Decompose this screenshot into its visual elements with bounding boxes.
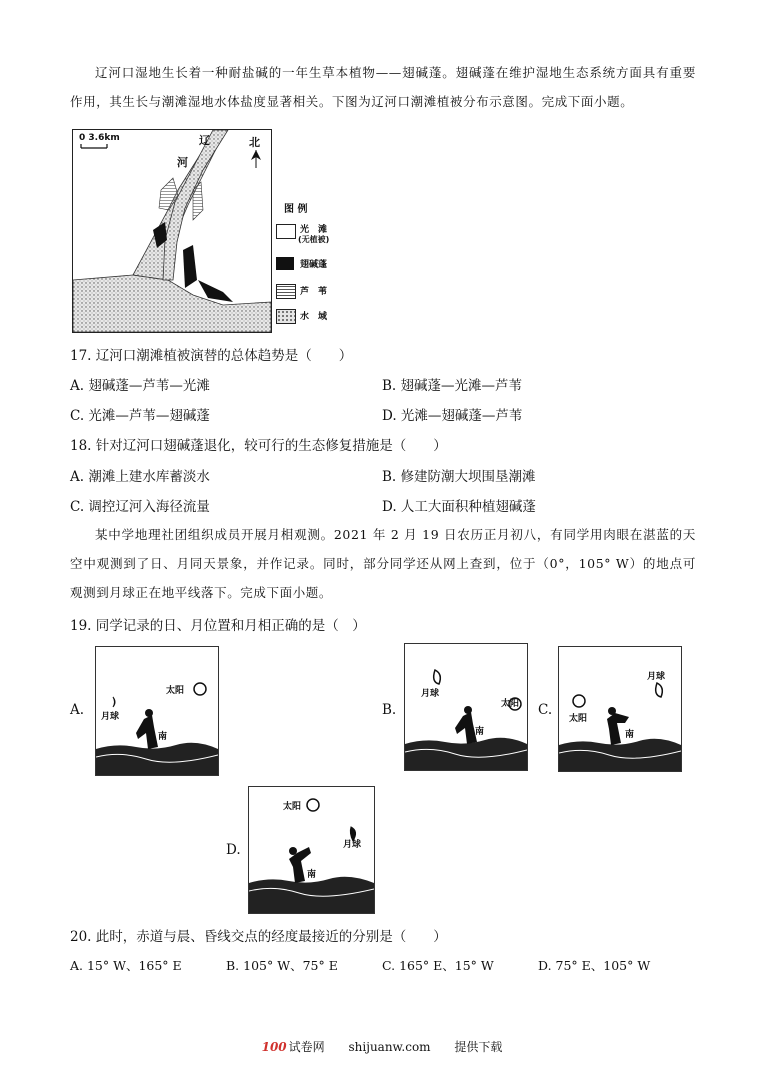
legend-sub-bare: (无植被) [298, 235, 330, 244]
south-label-b: 南 [475, 727, 485, 737]
legend-swatch-water [276, 309, 296, 324]
q18-option-a[interactable]: A. 潮滩上建水库蓄淡水 [70, 469, 210, 485]
q19-option-d-figure[interactable] [248, 786, 375, 914]
q17-option-c[interactable]: C. 光滩—芦苇—翅碱蓬 [70, 408, 210, 424]
page-footer [0, 1038, 764, 1055]
q19-option-a-figure[interactable] [95, 646, 219, 776]
q19-option-c-figure[interactable] [558, 646, 682, 772]
q19-option-a-letter[interactable]: A. [70, 702, 85, 718]
q20-option-b[interactable]: B. 105° W、75° E [226, 958, 338, 973]
q18-option-b[interactable]: B. 修建防潮大坝围垦潮滩 [382, 469, 536, 485]
q20-stem: 20. 此时，赤道与晨、昏线交点的经度最接近的分别是（ ） [70, 929, 447, 945]
footer-logo: 100 [261, 1040, 287, 1054]
river-label-1: 辽 [199, 134, 210, 147]
legend-label-water: 水 域 [300, 312, 328, 322]
legend-label-suaeda: 翅碱蓬 [300, 260, 328, 270]
river-label-2: 河 [177, 156, 188, 169]
map-drawing [73, 130, 271, 332]
liaohe-map [72, 129, 272, 333]
footer-site-name: 试卷网 [288, 1040, 325, 1054]
q19-option-c-letter[interactable]: C. [538, 702, 553, 718]
map-legend [276, 200, 366, 330]
sun-label-d: 太阳 [283, 802, 302, 812]
q20-option-a[interactable]: A. 15° W、165° E [70, 958, 182, 973]
north-label: 北 [249, 136, 260, 149]
legend-label-bare: 光 滩 [300, 225, 328, 235]
moon-label-d: 月球 [343, 840, 362, 850]
q19-option-d-letter[interactable]: D. [226, 842, 241, 858]
q19-stem: 19. 同学记录的日、月位置和月相正确的是（ ） [70, 618, 366, 634]
q18-option-d[interactable]: D. 人工大面积种植翅碱蓬 [382, 499, 536, 515]
legend-swatch-bare [276, 224, 296, 239]
legend-label-reed: 芦 苇 [300, 287, 328, 297]
footer-note: 提供下载 [454, 1040, 503, 1054]
q18-stem: 18. 针对辽河口翅碱蓬退化，较可行的生态修复措施是（ ） [70, 438, 447, 454]
south-label-d: 南 [307, 870, 317, 880]
sun-label-b: 太阳 [501, 699, 520, 709]
legend-title: 图 例 [284, 204, 308, 215]
q20-option-c[interactable]: C. 165° E、15° W [382, 958, 494, 973]
sun-label-a: 太阳 [166, 686, 185, 696]
q19-option-b-figure[interactable] [404, 643, 528, 771]
sun-label-c: 太阳 [569, 714, 588, 724]
q17-option-a[interactable]: A. 翅碱蓬—芦苇—光滩 [70, 378, 210, 394]
q19-option-b-letter[interactable]: B. [382, 702, 397, 718]
q17-stem: 17. 辽河口潮滩植被演替的总体趋势是（ ） [70, 348, 353, 364]
moon-label-c: 月球 [647, 672, 666, 682]
legend-swatch-suaeda [276, 257, 294, 270]
intro-paragraph-1: 辽河口湿地生长着一种耐盐碱的一年生草本植物——翅碱蓬。翅碱蓬在维护湿地生态系统方面具有重要作用，其生长与潮滩湿地水体盐度显著相关。下图为辽河口潮滩植被分布示意图。完成下面小题。 [70, 65, 696, 109]
legend-swatch-reed [276, 284, 296, 299]
q18-option-c[interactable]: C. 调控辽河入海径流量 [70, 499, 210, 515]
scene-d [249, 787, 374, 913]
scene-c [559, 647, 681, 771]
q17-option-d[interactable]: D. 光滩—翅碱蓬—芦苇 [382, 408, 523, 424]
south-label-c: 南 [625, 730, 635, 740]
q20-option-d[interactable]: D. 75° E、105° W [538, 958, 651, 973]
footer-url[interactable]: shijuanw.com [348, 1040, 431, 1054]
moon-label-a: 月球 [101, 712, 120, 722]
intro-paragraph-2: 某中学地理社团组织成员开展月相观测。2021 年 2 月 19 日农历正月初八，有同学用肉眼在湛蓝的天空中观测到了日、月同天景象，并作记录。同时，部分同学还从网上查到，位于（0°，105° W）的地点可观测到月球正在地平线落下。完成下面小题。 [70, 527, 696, 600]
map-scale-label: 0 3.6km [79, 133, 120, 143]
south-label-a: 南 [158, 732, 168, 742]
moon-label-b: 月球 [421, 689, 440, 699]
q17-option-b[interactable]: B. 翅碱蓬—光滩—芦苇 [382, 378, 523, 394]
